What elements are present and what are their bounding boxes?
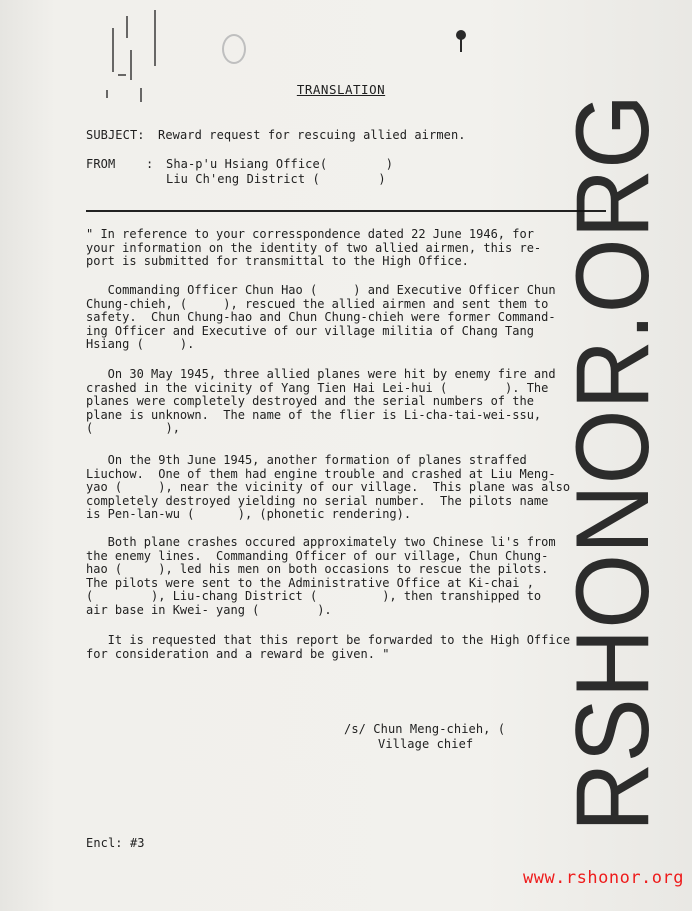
- subject-label: SUBJECT:: [86, 128, 145, 142]
- enclosure-note: Encl: #3: [86, 836, 145, 850]
- paragraph-may-crash: On 30 May 1945, three allied planes were hit by enemy fire and crashed in the vicinity of Yang Tien Hai Lei-hui ( ). The planes were completely destroyed and the serial numbers of the plane is unknown. The name of the flier is Li-cha-tai-wei-ssu, ( ),: [86, 367, 556, 436]
- subject-text: Reward request for rescuing allied airmen.: [158, 128, 466, 142]
- watermark-logo: [548, 92, 668, 832]
- paragraph-rescue-details: Both plane crashes occured approximately two Chinese li's from the enemy lines. Commanding Officer of our village, Chun Chung- hao ( ), led his men on both occasions to rescue the pilots. The pilots were sent to the Administrative Office at Ki-chai , ( ), Liu-chang District ( ), then transhipped to air base in Kwei- yang ( ).: [86, 535, 556, 617]
- from-label: FROM: [86, 157, 116, 171]
- pin-icon: [452, 28, 470, 54]
- document-title: TRANSLATION: [296, 82, 386, 97]
- signature-name: /s/ Chun Meng-chieh, (: [344, 722, 506, 736]
- paragraph-request: It is requested that this report be forwarded to the High Office for consideration and a reward be given. ": [86, 633, 571, 661]
- signature-title: Village chief: [378, 737, 474, 751]
- paragraph-intro: " In reference to your corresspondence dated 22 June 1946, for your information on the identity of two allied airmen, this re- port is submitted for transmittal to the High Office.: [86, 227, 542, 269]
- paragraph-june-crash: On the 9th June 1945, another formation of planes straffed Liuchow. One of them had engine trouble and crashed at Liu Meng- yao ( ), near the vicinity of our village. This plane was also completely destroyed yielding no serial number. The pilots name is Pen-lan-wu ( ), (phonetic rendering).: [86, 453, 571, 522]
- watermark-url[interactable]: www.rshonor.org: [522, 868, 684, 888]
- svg-text:RSHONOR.ORG: RSHONOR.ORG: [555, 92, 668, 832]
- from-office: Sha-p'u Hsiang Office( ): [166, 157, 394, 171]
- faint-circle-mark: [222, 34, 246, 64]
- divider-rule: [86, 210, 606, 212]
- paragraph-rescuers: Commanding Officer Chun Hao ( ) and Executive Officer Chun Chung-chieh, ( ), rescued the allied airmen and sent them to safety. Chun Chung-hao and Chun Chung-chieh were former Command- ing Officer and Executive of our village militia of Chang Tang Hsiang ( ).: [86, 283, 556, 352]
- from-colon: :: [146, 157, 154, 171]
- from-district: Liu Ch'eng District ( ): [166, 172, 386, 186]
